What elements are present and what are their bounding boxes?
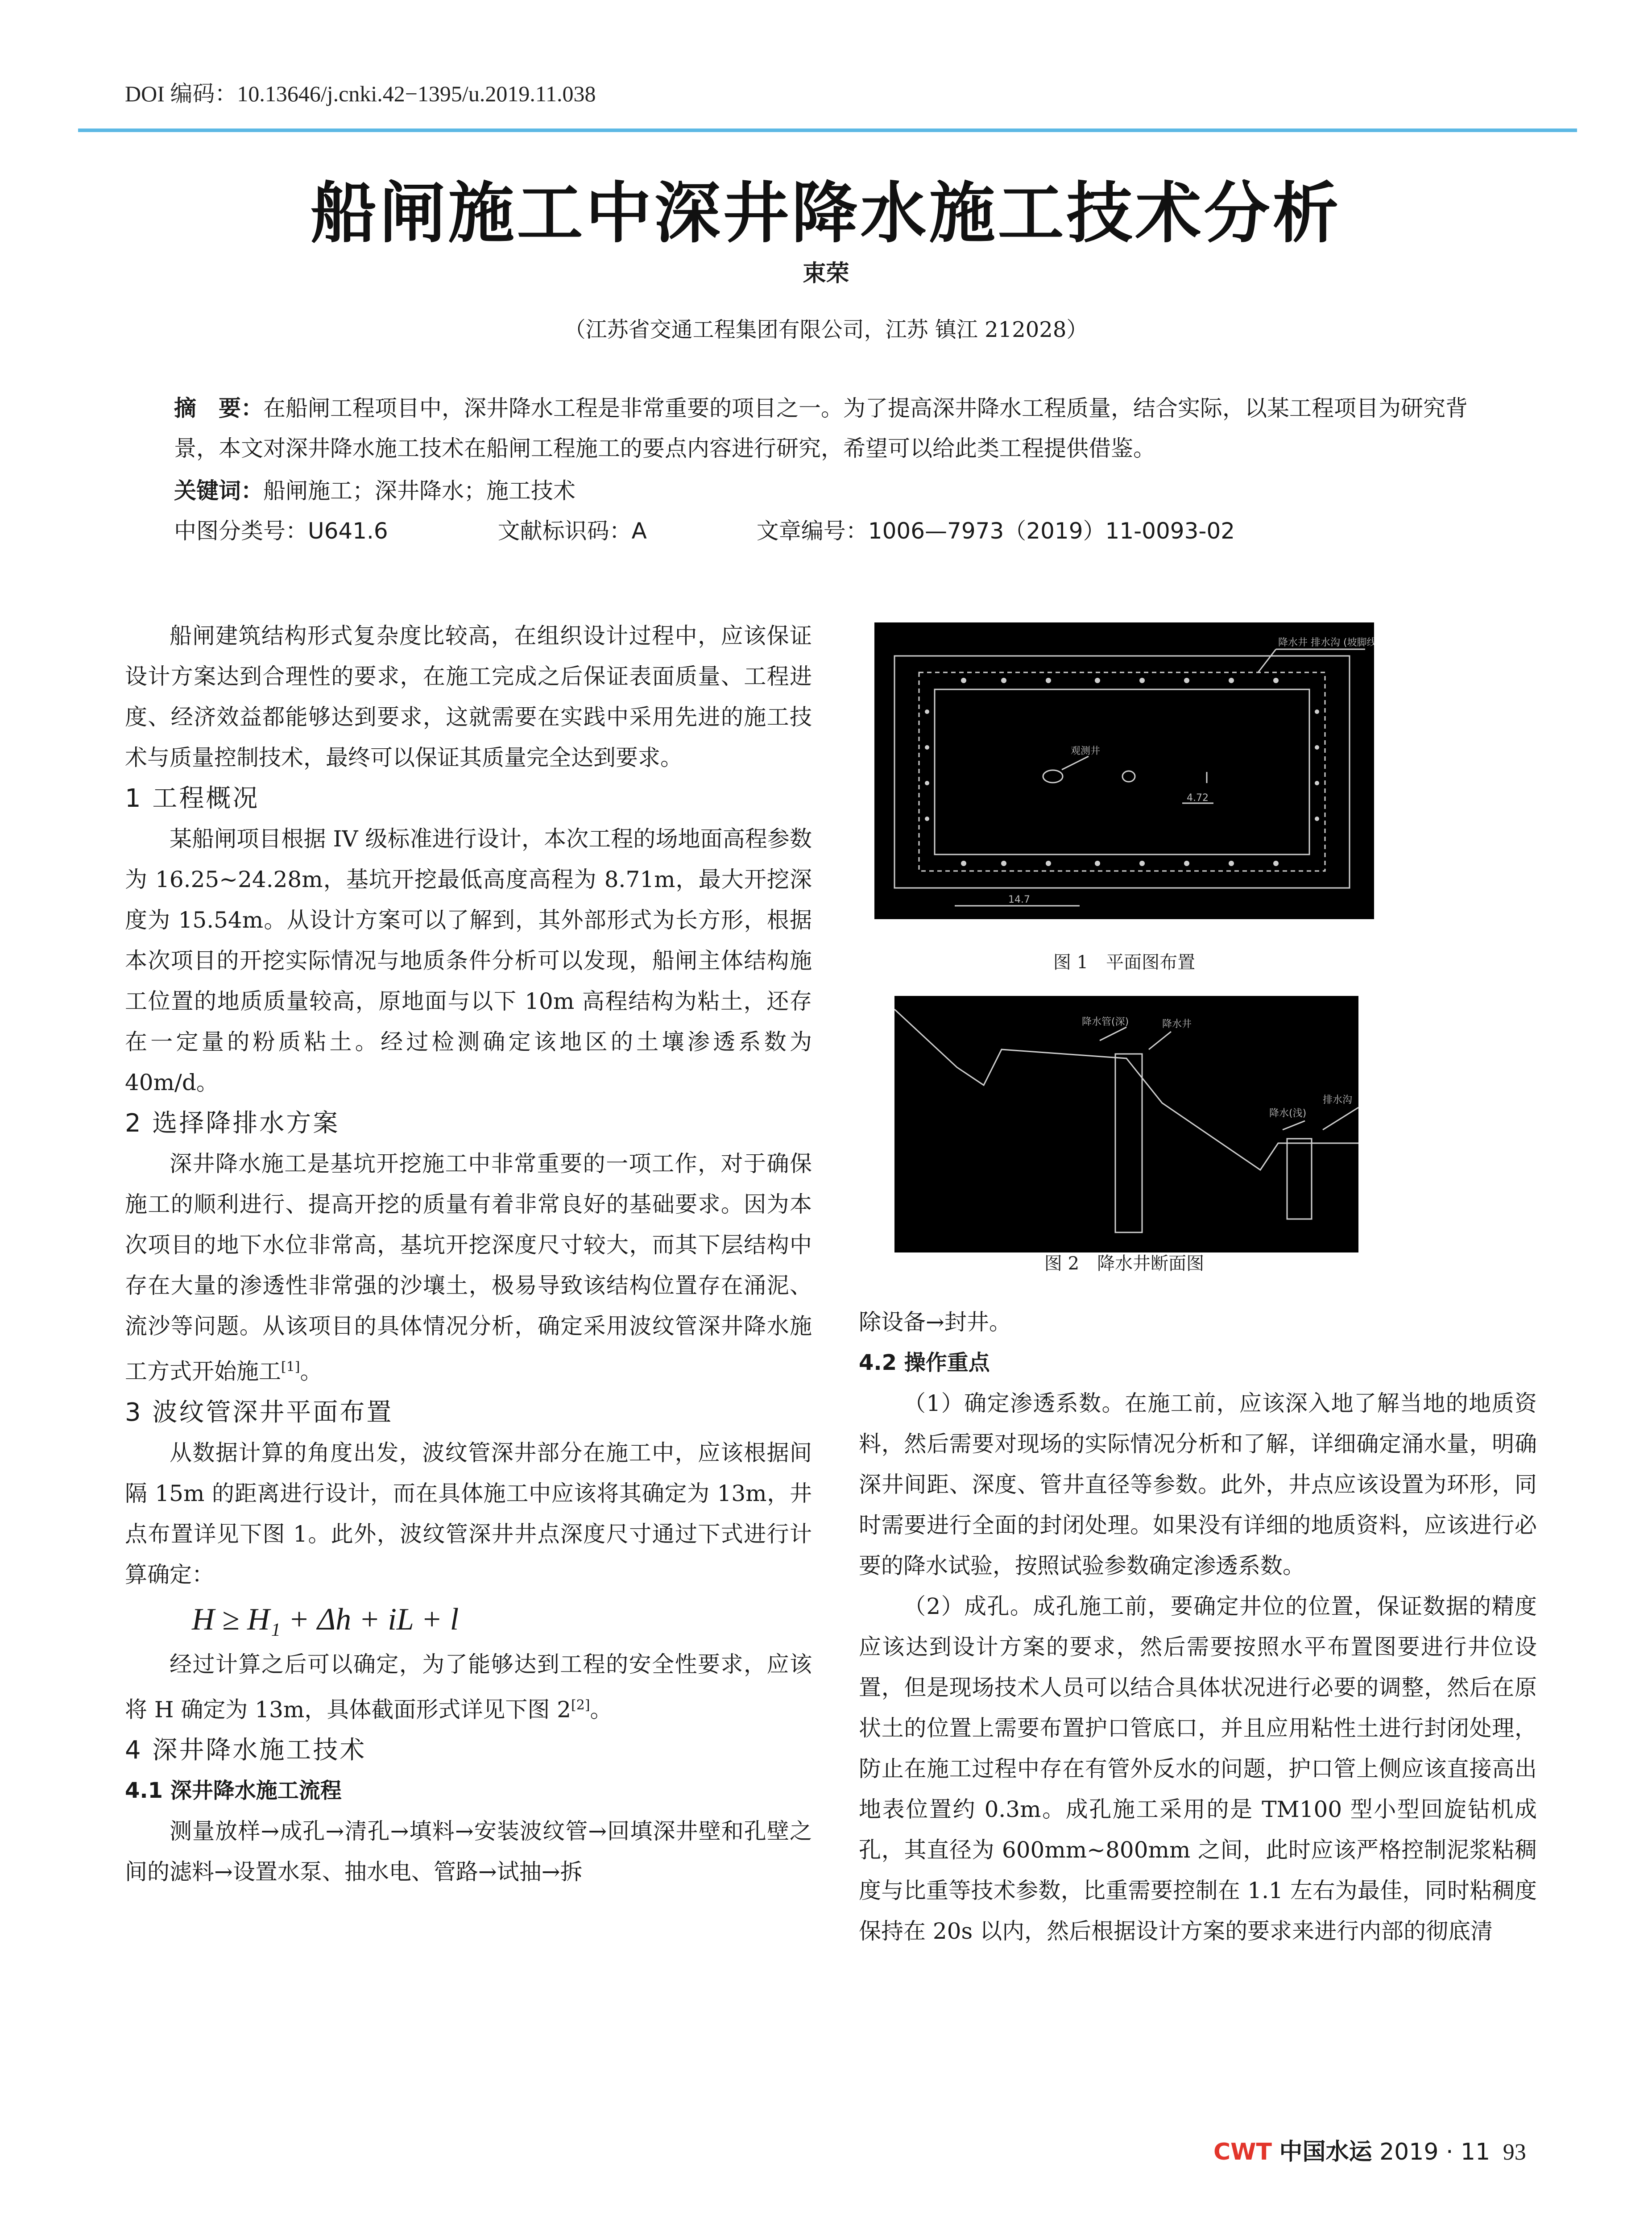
section-4-1-text: 测量放样→成孔→清孔→填料→安装波纹管→回填深井壁和孔壁之间的滤料→设置水泵、抽水电、管路→试抽→拆 [125,1818,812,1885]
section-2-title: 2 选择降排水方案 [125,1109,340,1138]
figure-2-drawing [894,996,1358,1252]
section-4-2-point-2: （2）成孔。成孔施工前，要确定井位的位置，保证数据的精度应该达到设计方案的要求，然后需要按照水平布置图要进行井位设置，但是现场技术人员可以结合具体状况进行必要的调整，然后在原状土的位置上需要布置护口管底口，并且应用粘性土进行封闭处理，防止在施工过程中存在有管外反水的问题，护口管上侧应该直接高出地表位置约 0.3m。成孔施工采用的是 TM100 型小型回旋钻机成孔，其直径为 600mm~800mm 之间，此时应该严格控制泥浆粘稠度与比重等技术参数，比重需要控制在 1.1 左右为最佳，同时粘稠度保持在 20s 以内，然后根据设计方案的要求来进行内部的彻底清 [859,1593,1537,1944]
outer-boundary [894,656,1350,888]
issue-number: 2019 · 11 [1379,2139,1491,2165]
section-3-text: 从数据计算的角度出发，波纹管深井部分在施工中，应该根据间隔 15m 的距离进行设计，而在具体施工中应该将其确定为 13m，井点布置详见下图 1。此外，波纹管深井井点深度尺寸通过下式进行计算确定： [125,1439,812,1588]
inner-pit [935,689,1309,854]
depth-formula: H ≥ H₁ + Δh + iL + l [192,1602,459,1637]
abstract [174,388,1495,469]
leader-diagonal [1258,649,1276,672]
keywords-label: 关键词： [174,478,263,504]
figure-2-caption: 图 2 降水井断面图 [1044,1253,1205,1274]
citation-1[interactable]: [1] [281,1359,300,1375]
figure-1-drawing [874,622,1374,919]
abstract-text: 在船闸工程项目中，深井降水工程是非常重要的项目之一。为了提高深井降水工程质量，结合实际，以某工程项目为研究背景，本文对深井降水施工技术在船闸工程施工的要点内容进行研究，希望可以给此类工程提供借鉴。 [174,395,1468,461]
right-column [859,1302,1537,1952]
section-1-text: 某船闸项目根据 IV 级标准进行设计，本次工程的场地面高程参数为 16.25~24.28m，基坑开挖最低高度高程为 8.71m，最大开挖深度为 15.54m。从设计方案可以了解到，其外部形式为长方形，根据本次项目的开挖实际情况与地质条件分析可以发现，船闸主体结构施工位置的地质质量较高，原地面与以下 10m 高程结构为粘土，还存在一定量的粉质粘土。经过检测确定该地区的土壤渗透系数为 40m/d。 [125,826,812,1095]
page-footer [1213,2133,1526,2166]
article-number: 文章编号：1006—7973（2019）11-0093-02 [756,518,1235,544]
affiliation: （江苏省交通工程集团有限公司，江苏 镇江 212028） [564,317,1088,342]
page-number: 93 [1503,2140,1526,2165]
ground-profile [894,1009,1358,1170]
leader-b [1149,1032,1171,1049]
section-3-text-2: 经过计算之后可以确定，为了能够达到工程的安全性要求，应该将 H 确定为 13m，具体截面形式详见下图 2[2]。 [125,1651,812,1723]
section-4-2-point-1: （1）确定渗透系数。在施工前，应该深入地了解当地的地质资料，然后需要对现场的实际情况分析和了解，详细确定涌水量，明确深井间距、深度、管井直径等参数。此外，井点应该设置为环形，同时需要进行全面的封闭处理。如果没有详细的地质资料，应该进行必要的降水试验，按照试验参数确定渗透系数。 [859,1390,1537,1579]
fig2-label-c: 降水(浅) [1269,1108,1307,1119]
document-code: 文献标识码：A [497,518,647,544]
journal-logo: CWT [1213,2139,1272,2165]
section-1-title: 1 工程概况 [125,784,260,813]
header-rule [78,129,1577,132]
section-3-title: 3 波纹管深井平面布置 [125,1397,393,1427]
author: 束荣 [803,260,849,287]
clc-number: 中图分类号：U641.6 [174,518,388,544]
doi-line: DOI 编码：10.13646/j.cnki.42−1395/u.2019.11.038 [125,81,596,106]
fig2-label-d: 排水沟 [1323,1095,1353,1106]
leader-a [1100,1027,1126,1041]
classification-line [174,511,1495,551]
deep-well-casing [1115,1054,1142,1232]
drainage-line [919,672,1325,871]
well-points [925,678,1319,866]
section-4-1-continued: 除设备→封井。 [859,1309,1011,1335]
observation-well [1043,770,1063,783]
label-arrow [1062,756,1089,770]
abstract-label: 摘 要： [174,395,263,421]
fig1-label-dim: 4.72 [1187,792,1209,804]
keywords-text: 船闸施工；深井降水；施工技术 [263,478,576,504]
left-column [125,616,812,1892]
citation-2[interactable]: [2] [571,1697,590,1713]
shallow-well-casing [1287,1139,1312,1219]
fig1-label-center: 观测井 [1071,746,1101,757]
observation-well-2 [1122,771,1135,782]
section-4-1-title: 4.1 深井降水施工流程 [125,1778,342,1804]
intro-paragraph: 船闸建筑结构形式复杂度比较高，在组织设计过程中，应该保证设计方案达到合理性的要求，在施工完成之后保证表面质量、工程进度、经济效益都能够达到要求，这就需要在实践中采用先进的施工技术与质量控制技术，最终可以保证其质量完全达到要求。 [125,623,812,771]
keywords [174,471,1495,511]
journal-name: 中国水运 [1279,2138,1372,2165]
fig2-label-b: 降水井 [1162,1019,1192,1030]
leader-d [1323,1107,1358,1130]
section-4-title: 4 深井降水施工技术 [125,1736,367,1765]
fig1-label-top: 降水井 排水沟 (坡脚线) [1278,637,1374,648]
fig1-label-bottom: 14.7 [1008,894,1030,905]
figure-1-caption: 图 1 平面图布置 [1053,952,1196,973]
figure-1-plan-layout [874,622,1374,919]
fig2-label-a: 降水管(深) [1082,1016,1129,1028]
section-4-2-title: 4.2 操作重点 [859,1350,990,1375]
figure-2-section [894,996,1358,1252]
paper-title: 船闸施工中深井降水施工技术分析 [311,174,1341,252]
leader-c [1283,1121,1305,1130]
section-2-text: 深井降水施工是基坑开挖施工中非常重要的一项工作，对于确保施工的顺利进行、提高开挖的质量有着非常良好的基础要求。因为本次项目的地下水位非常高，基坑开挖深度尺寸较大，而其下层结构中存在大量的渗透性非常强的沙壤土，极易导致该结构位置存在涌泥、流沙等问题。从该项目的具体情况分析，确定采用波纹管深井降水施工方式开始施工[1]。 [125,1151,812,1385]
